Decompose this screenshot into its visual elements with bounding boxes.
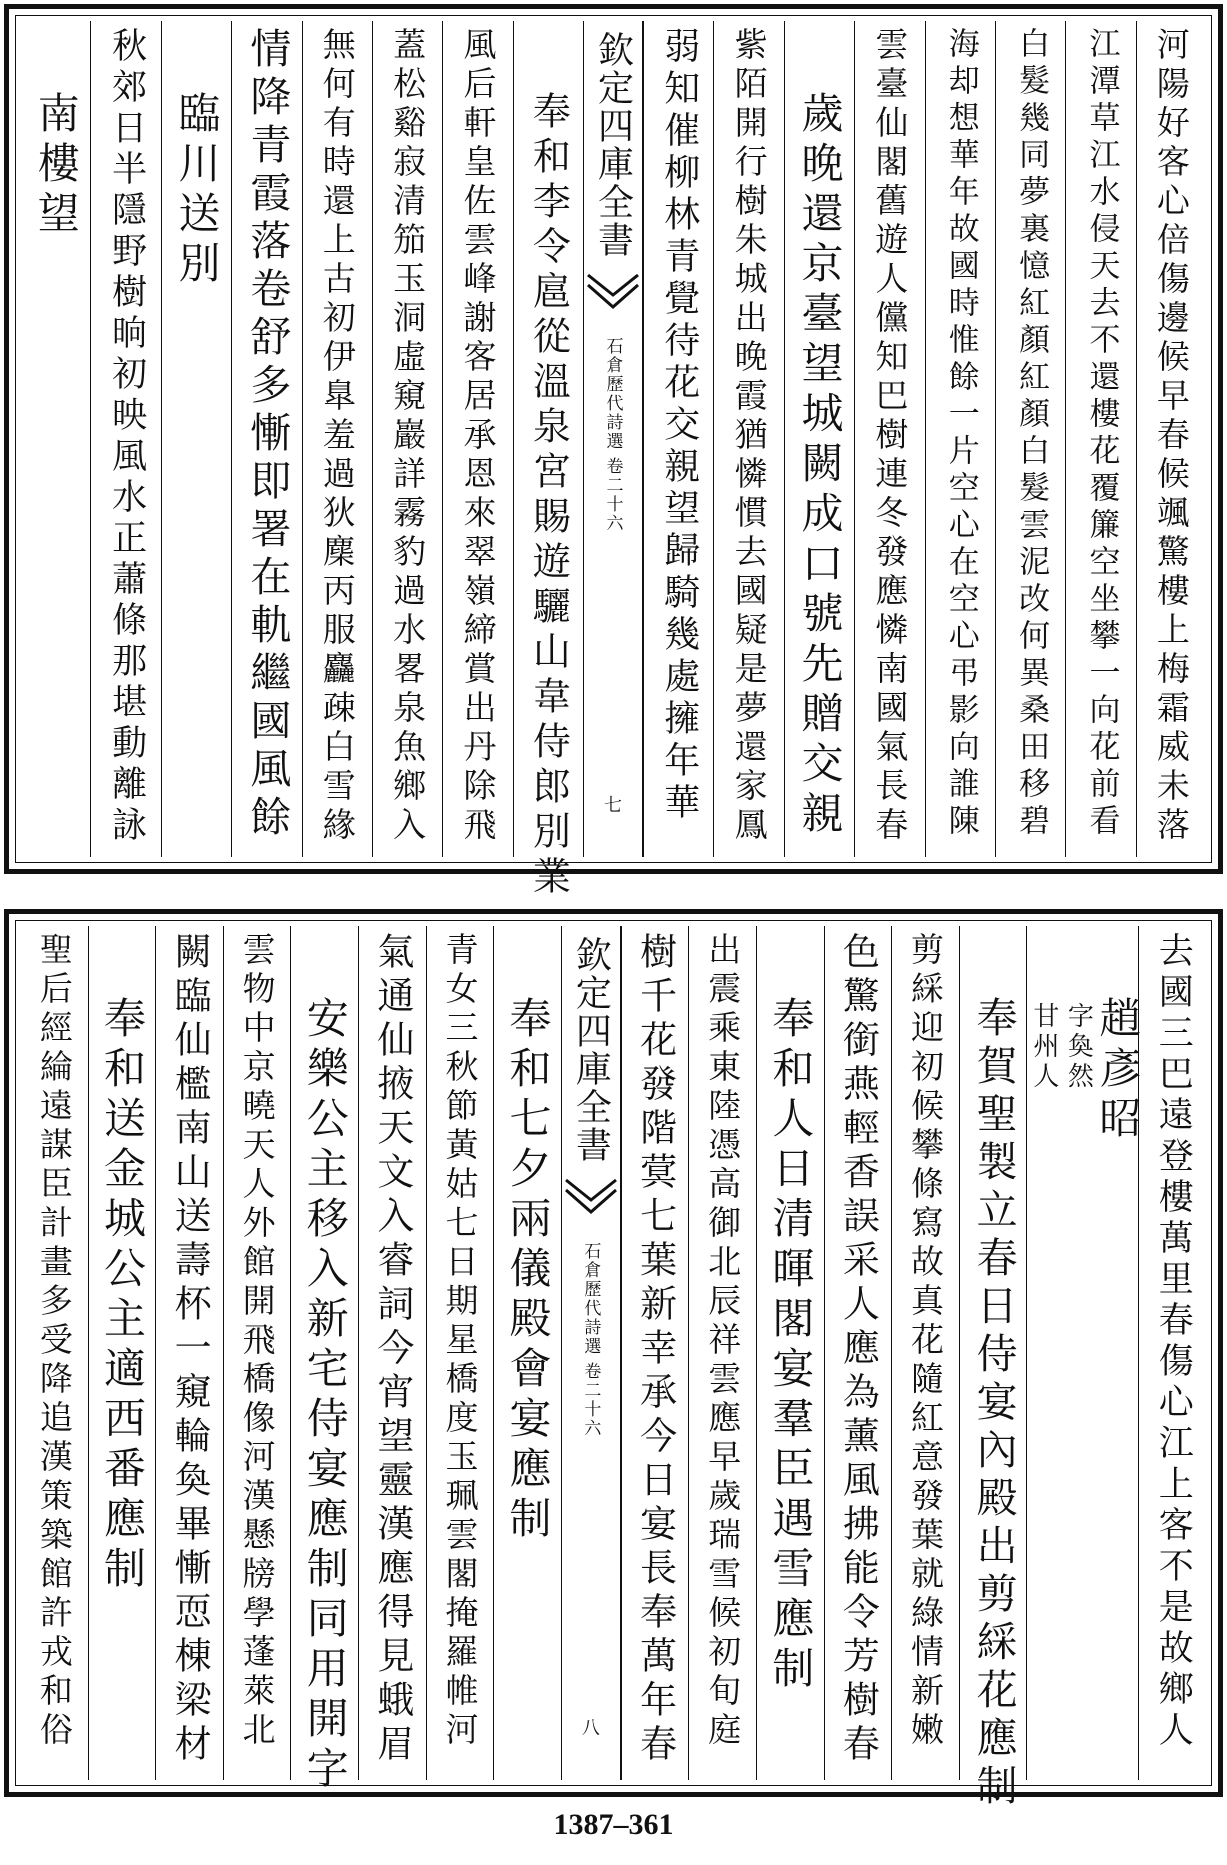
text-column [442,21,512,857]
column-content [703,932,743,1751]
column-content [1027,996,1143,1146]
center-spine [583,21,643,857]
column-text: 雲臺仙閣舊遊人儻知巴樹連冬發應憐南國氣長春 [870,27,910,846]
column-content [440,932,480,1751]
column-content [942,27,979,841]
column-content [906,932,946,1751]
column-content [370,932,414,1768]
column-text: 奉和送金城公主適西番應制 [97,996,147,1596]
column-text: 奉賀聖製立春日侍宴內殿出剪綵花應制 [969,996,1018,1812]
column-text: 聖后經綸遠謀臣計畫多受降追漢策築館許戎和俗 [34,932,74,1751]
column-text: 奉和李令扈從溫泉宮賜遊驪山韋侍郎別業 [526,91,571,901]
text-column [854,21,924,857]
page-number-footer: 1387–361 [553,1808,674,1841]
column-text: 色驚銜燕輕香誤采人應為薰風拂能令芳樹春 [836,932,880,1768]
column-text: 奉和人日清暉閣宴羣臣遇雪應制 [766,996,816,1696]
column-text: 無何有時還上古初伊臯羞過狄䴢丙服麤疎白雪緣 [317,27,357,846]
text-column [155,926,223,1780]
author-note-line: 字奐然 [1063,1002,1094,1092]
column-content [168,932,212,1768]
column-content [1153,932,1194,1752]
text-column [643,21,713,857]
column-text: 奉和七夕兩儀殿會宴應制 [503,996,553,1546]
text-column [161,21,231,857]
text-column [302,21,372,857]
page-top [4,4,1223,901]
column-content [766,996,816,1696]
column-content [31,91,81,241]
text-column [784,21,854,857]
column-content [34,932,74,1751]
column-content [1013,27,1050,841]
column-text: 雲物中京曉天人外館開飛橋像河漢懸牓學蓬萊北 [237,932,277,1751]
column-text: 河陽好客心倍傷邊候早春候颯驚樓上梅霜威未落 [1151,27,1191,846]
text-column [21,926,88,1780]
column-content [870,27,910,846]
text-column [372,21,442,857]
column-text: 氣通仙掖天文入睿詞今宵望靈漢應得見蛾眉 [370,932,414,1768]
columns-top [21,21,1206,901]
text-column [88,926,156,1780]
column-text: 出震乘東陸憑高御北辰祥雲應早歲瑞雪候初旬庭 [703,932,743,1751]
text-column [513,21,583,901]
column-text: 紫陌開行樹朱城出晚霞猶憐慣去國疑是夢還家鳳 [729,27,769,846]
text-column [21,21,90,857]
column-text: 去國三巴遠登樓萬里春傷心江上客不是故鄉人 [1153,932,1194,1752]
column-content [526,91,571,901]
column-content [795,91,845,841]
column-content [172,91,222,291]
column-text: 情降青霞落卷舒多慚即署在軌繼國風餘 [243,27,292,843]
column-text: 趙彥昭 [1093,996,1143,1146]
column-text: 海却想華年故國時惟餘一片空心在空心弔影向誰陳 [942,27,979,841]
author-note [1027,996,1096,1092]
text-column [223,926,291,1780]
spine-volume: 卷二十六 [602,457,623,533]
text-column [756,926,824,1780]
text-column [493,926,561,1780]
text-column [1065,21,1135,857]
column-text: 剪綵迎初候攀條寫故真花隨紅意發葉就綠情新嫩 [906,932,946,1751]
page-bottom [4,909,1223,1812]
spine-collection-name: 石倉歷代詩選 [602,337,623,451]
spine-collection-name: 石倉歷代詩選 [580,1242,601,1356]
text-column [1026,926,1143,1780]
fish-tail-mark-icon [564,1172,618,1232]
column-text: 江潭草江水侵天去不還樓花覆簾空坐攀一向花前看 [1083,27,1120,841]
column-text: 臨川送別 [172,91,222,291]
column-text: 闕臨仙檻南山送壽杯一窺輪奐畢慚恧棟梁材 [168,932,212,1768]
text-column [824,926,892,1780]
spine-title: 欽定四庫全書 [570,936,612,1164]
text-column [426,926,494,1780]
column-content [633,932,677,1768]
text-column [688,926,756,1780]
column-content [458,27,498,846]
text-column [925,21,995,857]
text-column [90,21,160,857]
column-content [300,996,350,1796]
column-content [658,27,700,825]
text-column [1138,926,1206,1780]
column-content [1151,27,1191,846]
text-column [995,21,1065,857]
column-text: 南樓望 [31,91,81,241]
column-text: 蓋松谿寂清笳玉洞虛窺巖詳霧豹過水畧泉魚鄉入 [388,27,428,846]
column-text: 安樂公主移入新宅侍宴應制同用開字 [300,996,350,1796]
column-text: 秋郊日半隱野樹晌初映風水正蕭條那堪動離詠 [106,27,147,847]
column-content [243,27,292,843]
author-note-line: 甘州人 [1028,1002,1059,1092]
text-column [891,926,959,1780]
center-spine [561,926,621,1780]
column-content [237,932,277,1751]
column-text: 白髮幾同夢裏憶紅顏紅顏白髮雲泥改何異桑田移碧 [1013,27,1050,841]
column-content [97,996,147,1596]
column-content [969,996,1018,1812]
column-text: 風后軒皇佐雲峰謝客居承恩來翠嶺締賞出丹除飛 [458,27,498,846]
columns-bottom [21,926,1206,1812]
spine-page-number: 八 [581,1718,600,1739]
text-column [959,926,1027,1812]
spine-volume: 卷二十六 [580,1362,601,1438]
column-text: 樹千花發階蓂七葉新幸承今日宴長奉萬年春 [633,932,677,1768]
column-text: 青女三秋節黃姑七日期星橋度玉珮雲閣掩羅帷河 [440,932,480,1751]
column-content [836,932,880,1768]
column-content [1083,27,1120,841]
column-content [729,27,769,846]
spine-title: 欽定四庫全書 [592,31,634,259]
text-column [1136,21,1206,857]
spine-page-number: 七 [604,795,622,816]
column-content [388,27,428,846]
column-text: 弱知催柳林青覺待花交親望歸騎幾處擁年華 [658,27,700,825]
text-column [231,21,301,857]
column-content [503,996,553,1546]
fish-tail-mark-icon [586,267,640,327]
text-column [621,926,689,1780]
column-content [106,27,147,847]
text-column [713,21,783,857]
column-text: 歲晚還京臺望城闕成口號先贈交親 [795,91,845,841]
column-content [317,27,357,846]
text-column [290,926,358,1796]
text-column [358,926,426,1780]
